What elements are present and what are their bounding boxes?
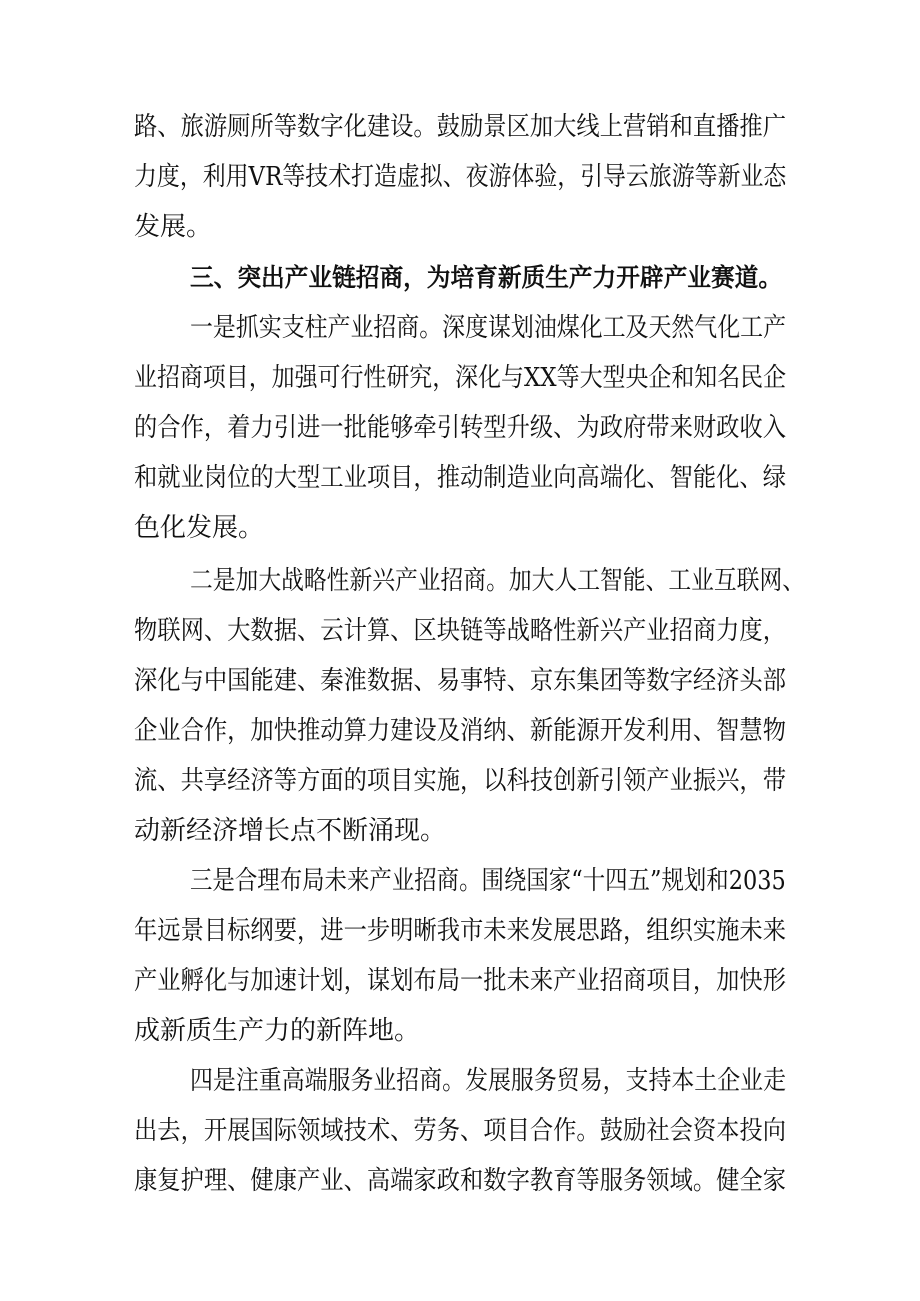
para4-line2: 年远景目标纲要，进一步明晰我市未来发展思路，组织实施未来 — [134, 916, 787, 946]
para1-line1: 路、旅游厕所等数字化建设。鼓励景区加大线上营销和直播推广 — [134, 112, 787, 142]
para2-line3: 的合作，着力引进一批能够牵引转型升级、为政府带来财政收入 — [134, 413, 787, 443]
para2-line1: 一是抓实支柱产业招商。深度谋划油煤化工及天然气化工产 — [190, 313, 787, 343]
para5-line2: 出去，开展国际领域技术、劳务、项目合作。鼓励社会资本投向 — [134, 1116, 787, 1146]
para1-line3: 发展。 — [134, 212, 213, 242]
para3-line1: 二是加大战略性新兴产业招商。加大人工智能、工业互联网、 — [190, 566, 806, 596]
para3-line6: 动新经济增长点不断涌现。 — [134, 816, 447, 846]
para4-line4: 成新质生产力的新阵地。 — [134, 1016, 421, 1046]
para2-line4: 和就业岗位的大型工业项目，推动制造业向高端化、智能化、绿 — [134, 463, 787, 493]
para3-line2: 物联网、大数据、云计算、区块链等战略性新兴产业招商力度， — [134, 616, 787, 646]
section-heading: 三、突出产业链招商，为培育新质生产力开辟产业赛道。 — [190, 263, 783, 292]
para5-line1: 四是注重高端服务业招商。发展服务贸易，支持本土企业走 — [190, 1066, 787, 1096]
para2-line5: 色化发展。 — [134, 513, 265, 543]
para5-line3: 康复护理、健康产业、高端家政和数字教育等服务领域。健全家 — [134, 1166, 787, 1196]
para3-line3: 深化与中国能建、秦淮数据、易事特、京东集团等数字经济头部 — [134, 666, 787, 696]
para3-line4: 企业合作，加快推动算力建设及消纳、新能源开发利用、智慧物 — [134, 716, 787, 746]
para2-line2: 业招商项目，加强可行性研究，深化与XX等大型央企和知名民企 — [134, 363, 787, 393]
para1-line2: 力度，利用VR等技术打造虚拟、夜游体验，引导云旅游等新业态 — [134, 162, 787, 192]
para4-line1: 三是合理布局未来产业招商。围绕国家“十四五”规划和2035 — [190, 866, 786, 896]
para4-line3: 产业孵化与加速计划，谋划布局一批未来产业招商项目，加快形 — [134, 966, 787, 996]
para3-line5: 流、共享经济等方面的项目实施，以科技创新引领产业振兴，带 — [134, 766, 787, 796]
